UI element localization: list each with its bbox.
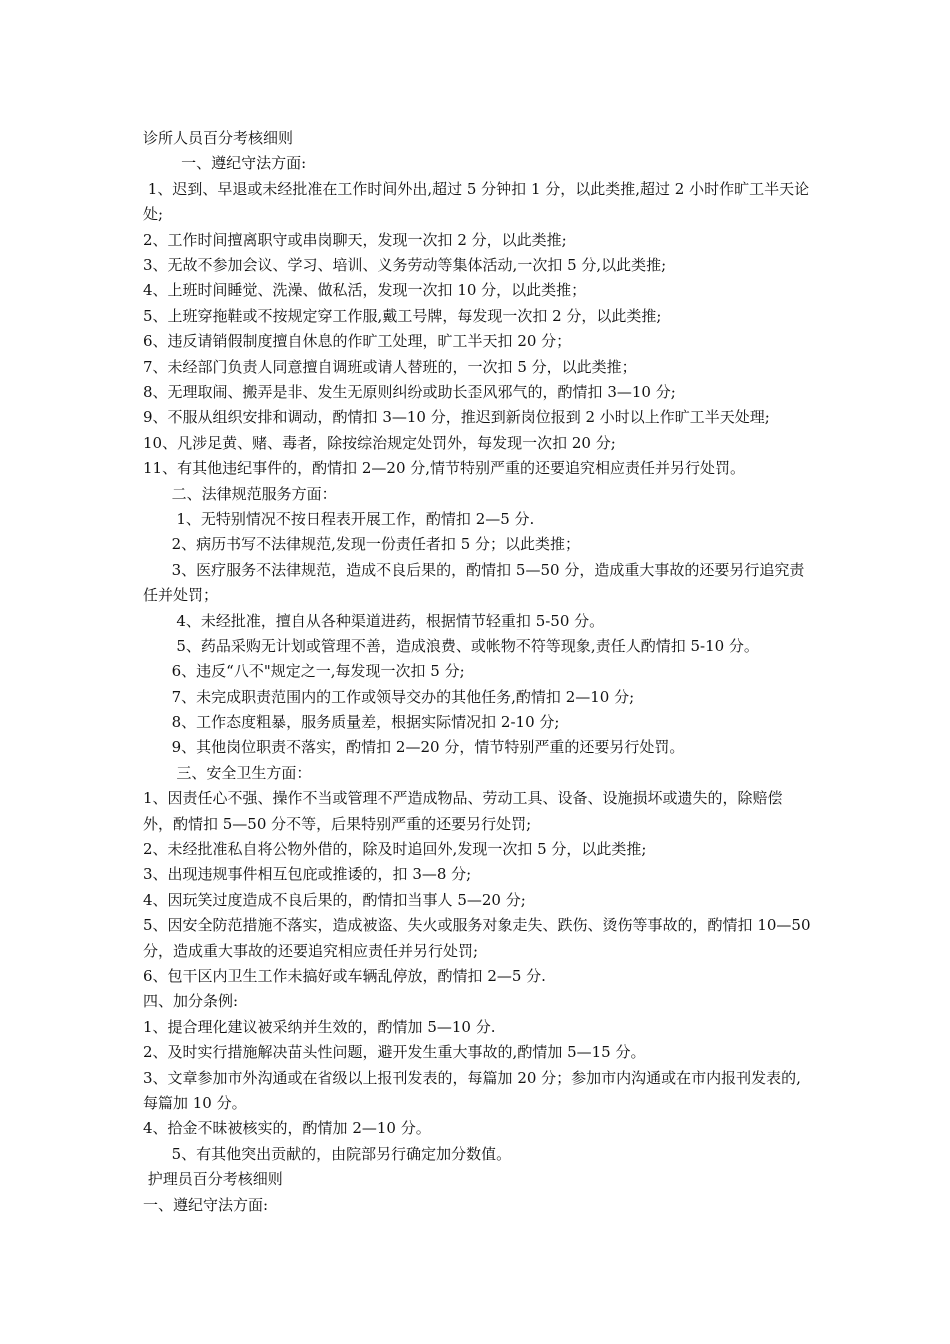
discipline-rule: 5、上班穿拖鞋或不按规定穿工作服,戴工号牌，每发现一次扣 2 分，以此类推; xyxy=(143,306,662,325)
discipline-rule: 6、违反请销假制度擅自休息的作旷工处理，旷工半天扣 20 分； xyxy=(143,332,572,351)
service-rule: 2、病历书写不法律规范,发现一份责任者扣 5 分；以此类推； xyxy=(143,535,581,554)
section-heading-nursing-discipline: 一、遵纪守法方面: xyxy=(143,1195,269,1214)
discipline-rule: 11、有其他违纪事件的，酌情扣 2—20 分,情节特别严重的还要追究相应责任并另行处罚。 xyxy=(143,459,746,478)
safety-rule: 2、未经批准私自将公物外借的，除及时追回外,发现一次扣 5 分，以此类推; xyxy=(143,840,647,859)
discipline-rule: 10、凡涉足黄、赌、毒者，除按综治规定处罚外，每发现一次扣 20 分; xyxy=(143,433,616,452)
bonus-rule: 2、及时实行措施解决苗头性问题，避开发生重大事故的,酌情加 5—15 分。 xyxy=(143,1043,646,1062)
service-rule: 1、无特别情况不按日程表开展工作，酌情扣 2—5 分. xyxy=(143,509,535,528)
safety-rule: 4、因玩笑过度造成不良后果的，酌情扣当事人 5—20 分; xyxy=(143,890,526,909)
discipline-rule: 4、上班时间睡觉、洗澡、做私活，发现一次扣 10 分，以此类推； xyxy=(143,281,587,300)
section-heading-service: 二、法律规范服务方面： xyxy=(143,484,337,503)
bonus-rule: 1、提合理化建议被采纳并生效的，酌情加 5—10 分. xyxy=(143,1017,496,1036)
service-rule: 7、未完成职责范围内的工作或领导交办的其他任务,酌情扣 2—10 分; xyxy=(143,687,635,706)
document-body xyxy=(143,126,816,1218)
section-heading-safety: 三、安全卫生方面： xyxy=(143,763,312,782)
discipline-rule: 8、无理取闹、搬弄是非、发生无原则纠纷或助长歪风邪气的，酌情扣 3—10 分; xyxy=(143,382,676,401)
discipline-rule: 3、无故不参加会议、学习、培训、义务劳动等集体活动,一次扣 5 分,以此类推; xyxy=(143,255,667,274)
service-rule: 4、未经批准，擅自从各种渠道进药，根据情节轻重扣 5-50 分。 xyxy=(143,611,605,630)
safety-rule: 3、出现违规事件相互包庇或推诿的，扣 3—8 分; xyxy=(143,865,472,884)
safety-rule: 6、包干区内卫生工作未搞好或车辆乱停放，酌情扣 2—5 分. xyxy=(143,967,546,986)
discipline-rule: 9、不服从组织安排和调动，酌情扣 3—10 分，推迟到新岗位报到 2 小时以上作旷工半天处理; xyxy=(143,408,770,427)
safety-rule: 5、因安全防范措施不落实，造成被盗、失火或服务对象走失、跌伤、烫伤等事故的，酌情扣 10—50 分，造成重大事故的还要追究相应责任并另行处罚; xyxy=(143,916,816,960)
bonus-rule: 5、有其他突出贡献的，由院部另行确定加分数值。 xyxy=(143,1144,512,1163)
service-rule: 8、工作态度粗暴，服务质量差，根据实际情况扣 2-10 分; xyxy=(143,713,560,732)
discipline-rule: 7、未经部门负责人同意擅自调班或请人替班的，一次扣 5 分，以此类推； xyxy=(143,357,637,376)
safety-rule: 1、因责任心不强、操作不当或管理不严造成物品、劳动工具、设备、设施损坏或遗失的，除赔偿外，酌情扣 5—50 分不等，后果特别严重的还要另行处罚; xyxy=(143,789,783,833)
service-rule: 3、医疗服务不法律规范，造成不良后果的，酌情扣 5—50 分，造成重大事故的还要另行追究责任并处罚； xyxy=(143,560,805,605)
service-rule: 9、其他岗位职责不落实，酌情扣 2—20 分，情节特别严重的还要另行处罚。 xyxy=(143,738,685,757)
section-heading-discipline: 一、遵纪守法方面: xyxy=(143,154,307,173)
discipline-rule: 2、工作时间擅离职守或串岗聊天，发现一次扣 2 分，以此类推; xyxy=(143,230,567,249)
service-rule: 6、违反“八不"规定之一,每发现一次扣 5 分; xyxy=(143,662,465,681)
bonus-rule: 3、文章参加市外沟通或在省级以上报刊发表的，每篇加 20 分；参加市内沟通或在市内报刊发表的,每篇加 10 分。 xyxy=(143,1068,801,1112)
document-title-nursing: 护理员百分考核细则 xyxy=(143,1170,283,1189)
discipline-rule: 1、迟到、早退或未经批准在工作时间外出,超过 5 分钟扣 1 分，以此类推,超过 2 小时作旷工半天论处; xyxy=(143,179,810,224)
section-heading-bonus: 四、加分条例: xyxy=(143,992,239,1011)
bonus-rule: 4、拾金不昧被核实的，酌情加 2—10 分。 xyxy=(143,1119,431,1138)
service-rule: 5、药品采购无计划或管理不善，造成浪费、或帐物不符等现象,责任人酌情扣 5-10 分。 xyxy=(143,636,759,655)
document-title: 诊所人员百分考核细则 xyxy=(143,129,294,147)
